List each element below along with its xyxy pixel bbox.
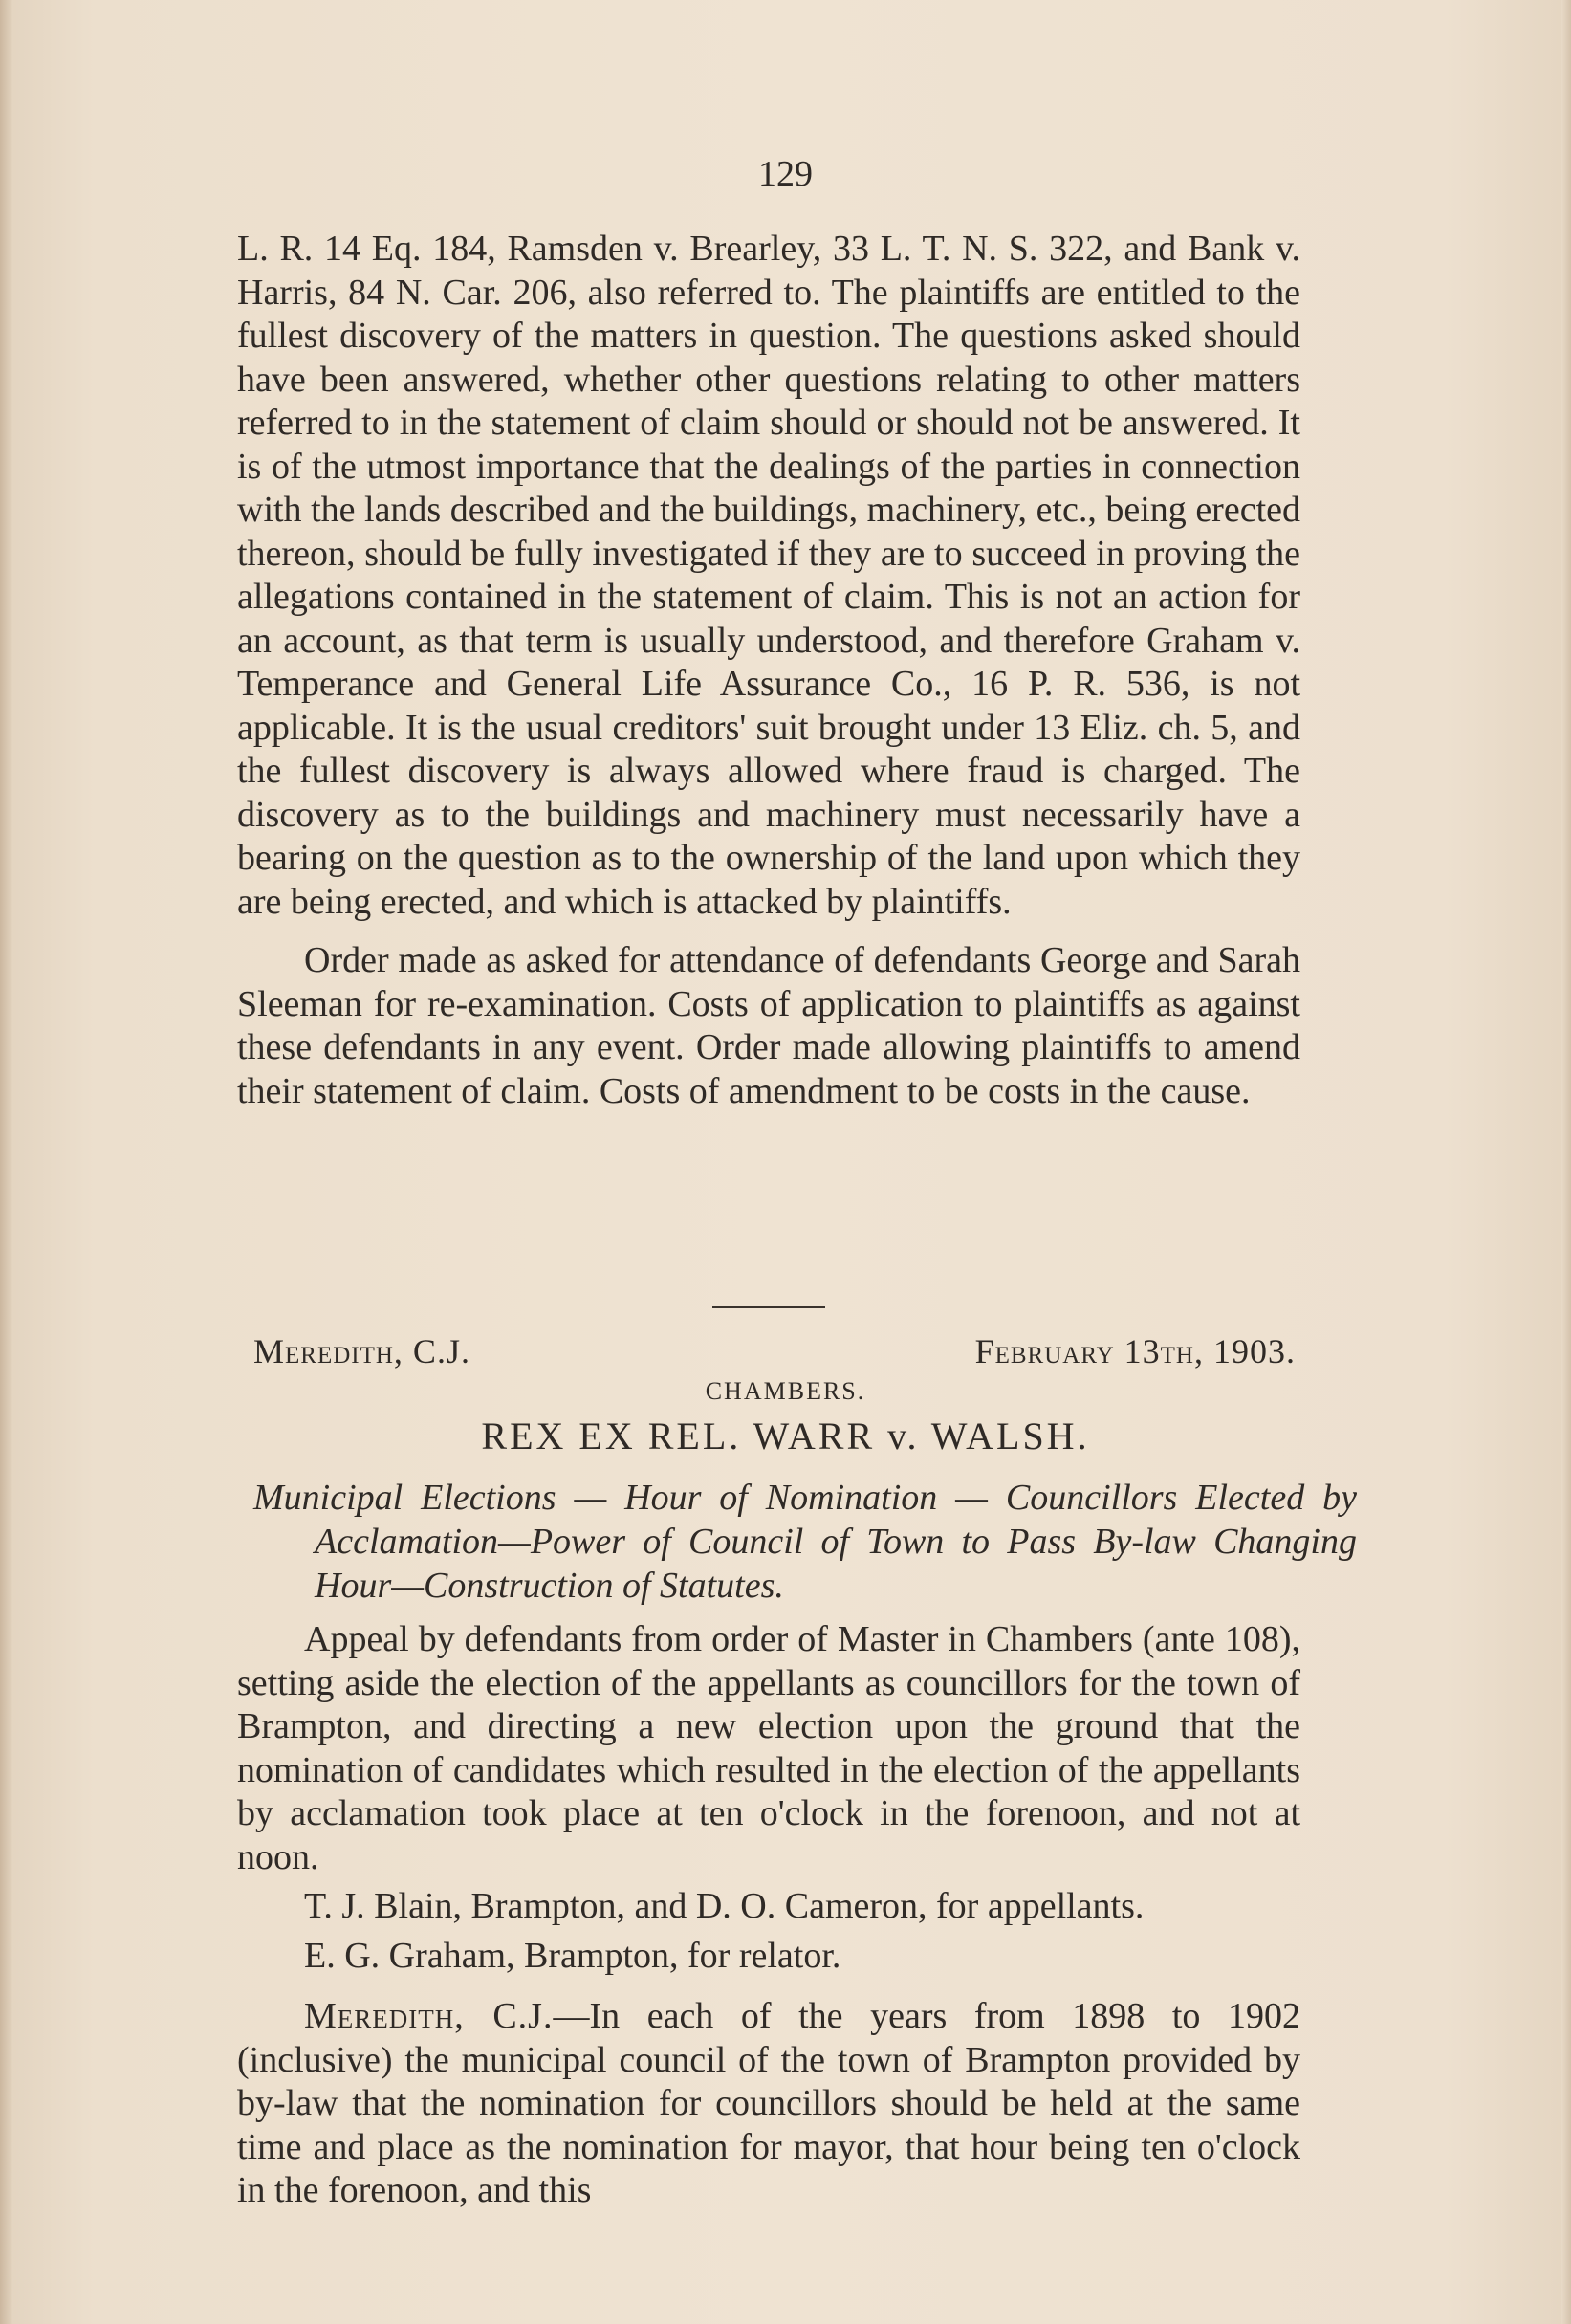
court-heading: CHAMBERS. (705, 1377, 866, 1405)
headnote: Municipal Elections — Hour of Nomination — Councillors Elected by Acclamation—Power of Council of Town to Pass By-law Changing Hour—Construction of Statutes. (253, 1478, 1357, 1606)
judge-name: Meredith, C.J. (253, 1332, 470, 1370)
continued-argument (237, 228, 1300, 1113)
decision-date: February 13th, 1903. (974, 1332, 1296, 1370)
page-gutter-shadow (0, 0, 13, 2324)
judge-date-line (253, 1331, 1296, 1371)
section-divider (712, 1306, 825, 1308)
judgment-judge-name: Meredith, C.J. (304, 1996, 554, 2036)
paragraph-judgment (237, 1995, 1300, 2213)
case-title: REX EX REL. WARR v. WALSH. (481, 1414, 1090, 1458)
paragraph-appeal: Appeal by defendants from order of Master in Chambers (ante 108), setting aside the election of the appellants as councillors for the town of Brampton, and directing a new election upon the ground that the nomination of candidates which resulted in the election of the appellants by acclamation took place at ten o'clock in the forenoon, and not at noon. (237, 1619, 1300, 1877)
judgment-text: —In each of the years from 1898 to 1902 (inclusive) the municipal council of the town of Brampton provided by by-law that the nomination for councillors should be held at the same time and place as the nomination for mayor, that hour being ten o'clock in the forenoon, and this (237, 1996, 1300, 2210)
page-number: 129 (758, 154, 813, 194)
case-body (237, 1618, 1300, 2213)
paragraph-order: Order made as asked for attendance of defendants George and Sarah Sleeman for re-examination. Costs of application to plaintiffs as against these defendants in any event. Order made allowing plaintiffs to amend their statement of claim. Costs of amendment to be costs in the cause. (237, 940, 1300, 1111)
counsel-appellants: T. J. Blain, Brampton, and D. O. Cameron, for appellants. (304, 1886, 1145, 1926)
page-edge-shadow (1561, 0, 1571, 2324)
paragraph-argument: L. R. 14 Eq. 184, Ramsden v. Brearley, 33 L. T. N. S. 322, and Bank v. Harris, 84 N. Car. 206, also referred to. The plaintiffs are entitled to the fullest discovery of the matters in question. The questions asked should have been answered, whether other questions relating to other matters referred to in the statement of claim should or should not be answered. It is of the utmost importance that the dealings of the parties in connection with the lands described and the buildings, machinery, etc., being erected thereon, should be fully investigated if they are to succeed in proving the allegations contained in the statement of claim. This is not an action for an account, as that term is usually understood, and therefore Graham v. Temperance and General Life Assurance Co., 16 P. R. 536, is not applicable. It is the usual creditors' suit brought under 13 Eliz. ch. 5, and the fullest discovery is always allowed where fraud is charged. The discovery as to the buildings and machinery must necessarily have a bearing on the question as to the ownership of the land upon which they are being erected, and which is attacked by plaintiffs. (237, 229, 1300, 922)
counsel-relator: E. G. Graham, Brampton, for relator. (304, 1935, 841, 1976)
